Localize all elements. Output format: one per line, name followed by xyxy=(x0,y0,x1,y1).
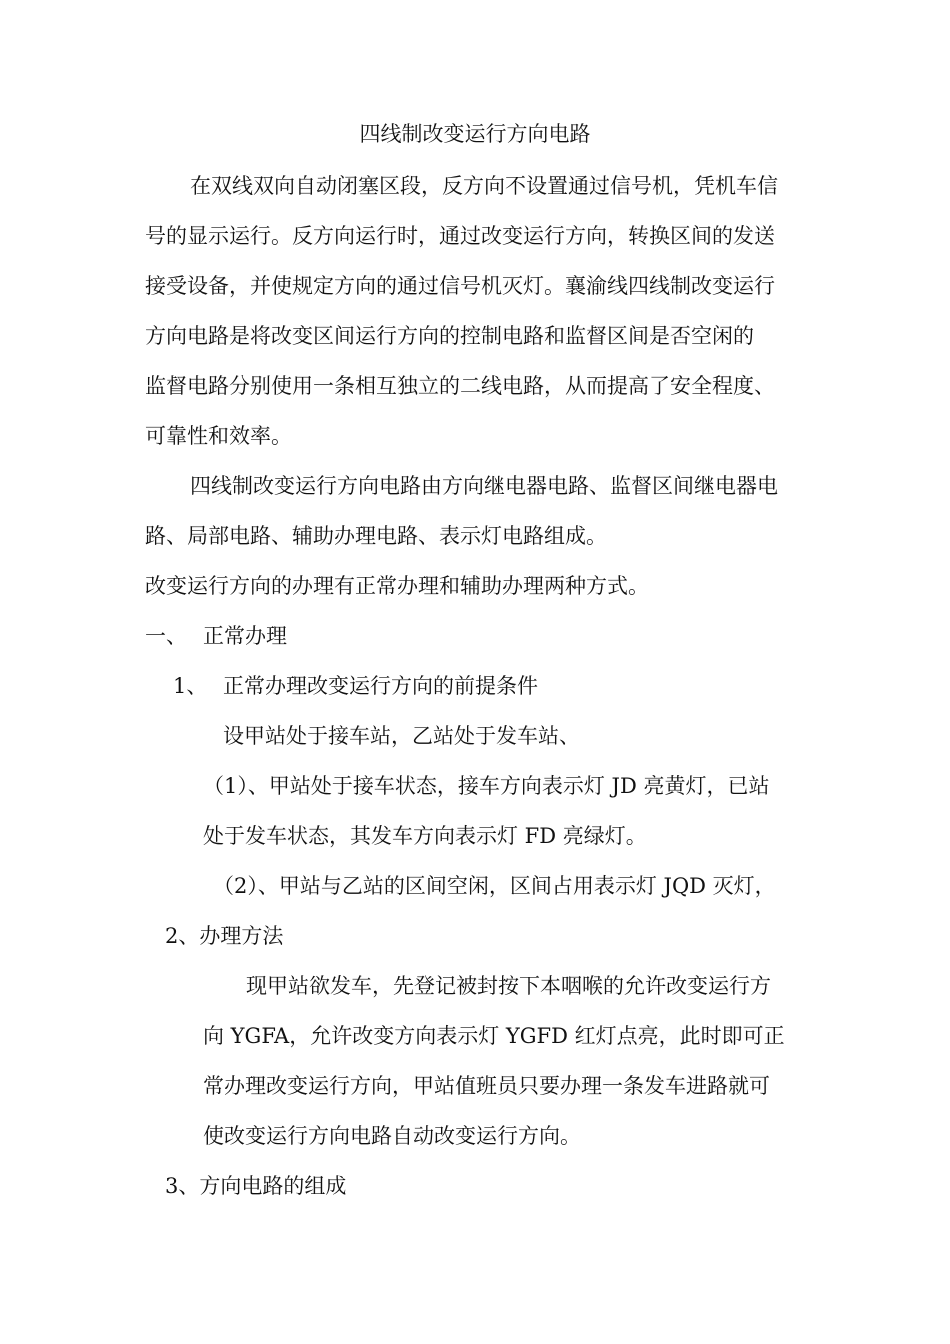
paragraph-2-line-1: 四线制改变运行方向电路由方向继电器电路、监督区间继电器电 xyxy=(190,474,778,498)
condition-1-line-2: 处于发车状态，其发车方向表示灯 FD 亮绿灯。 xyxy=(203,824,647,848)
method-line-3: 常办理改变运行方向，甲站值班员只要办理一条发车进路就可 xyxy=(203,1074,770,1098)
method-line-2: 向 YGFA，允许改变方向表示灯 YGFD 红灯点亮，此时即可正 xyxy=(203,1024,785,1048)
paragraph-1-line-6: 可靠性和效率。 xyxy=(145,424,292,448)
paragraph-1-line-2: 号的显示运行。反方向运行时，通过改变运行方向，转换区间的发送 xyxy=(145,224,775,248)
section-1-heading: 正常办理 xyxy=(203,624,287,648)
method-line-1: 现甲站欲发车，先登记被封按下本咽喉的允许改变运行方 xyxy=(246,974,771,998)
paragraph-1-line-4: 方向电路是将改变区间运行方向的控制电路和监督区间是否空闲的 xyxy=(145,324,754,348)
item-1-number: 1、 xyxy=(173,674,208,698)
paragraph-3: 改变运行方向的办理有正常办理和辅助办理两种方式。 xyxy=(145,574,649,598)
document-title: 四线制改变运行方向电路 xyxy=(359,122,591,146)
item-2-heading: 2、办理方法 xyxy=(165,924,284,948)
paragraph-1-line-3: 接受设备，并使规定方向的通过信号机灭灯。襄渝线四线制改变运行 xyxy=(145,274,775,298)
condition-1-line-1: （1）、甲站处于接车状态，接车方向表示灯 JD 亮黄灯，已站 xyxy=(203,774,770,798)
item-3-heading: 3、方向电路的组成 xyxy=(165,1174,347,1198)
paragraph-1-line-5: 监督电路分别使用一条相互独立的二线电路，从而提高了安全程度、 xyxy=(145,374,775,398)
section-1-number: 一、 xyxy=(145,624,187,648)
item-1-heading: 正常办理改变运行方向的前提条件 xyxy=(223,674,538,698)
paragraph-1-line-1: 在双线双向自动闭塞区段，反方向不设置通过信号机，凭机车信 xyxy=(190,174,778,198)
condition-2: （2）、甲站与乙站的区间空闲，区间占用表示灯 JQD 灭灯， xyxy=(213,874,776,898)
paragraph-2-line-2: 路、局部电路、辅助办理电路、表示灯电路组成。 xyxy=(145,524,607,548)
item-1-text: 设甲站处于接车站，乙站处于发车站、 xyxy=(223,724,580,748)
method-line-4: 使改变运行方向电路自动改变运行方向。 xyxy=(203,1124,581,1148)
